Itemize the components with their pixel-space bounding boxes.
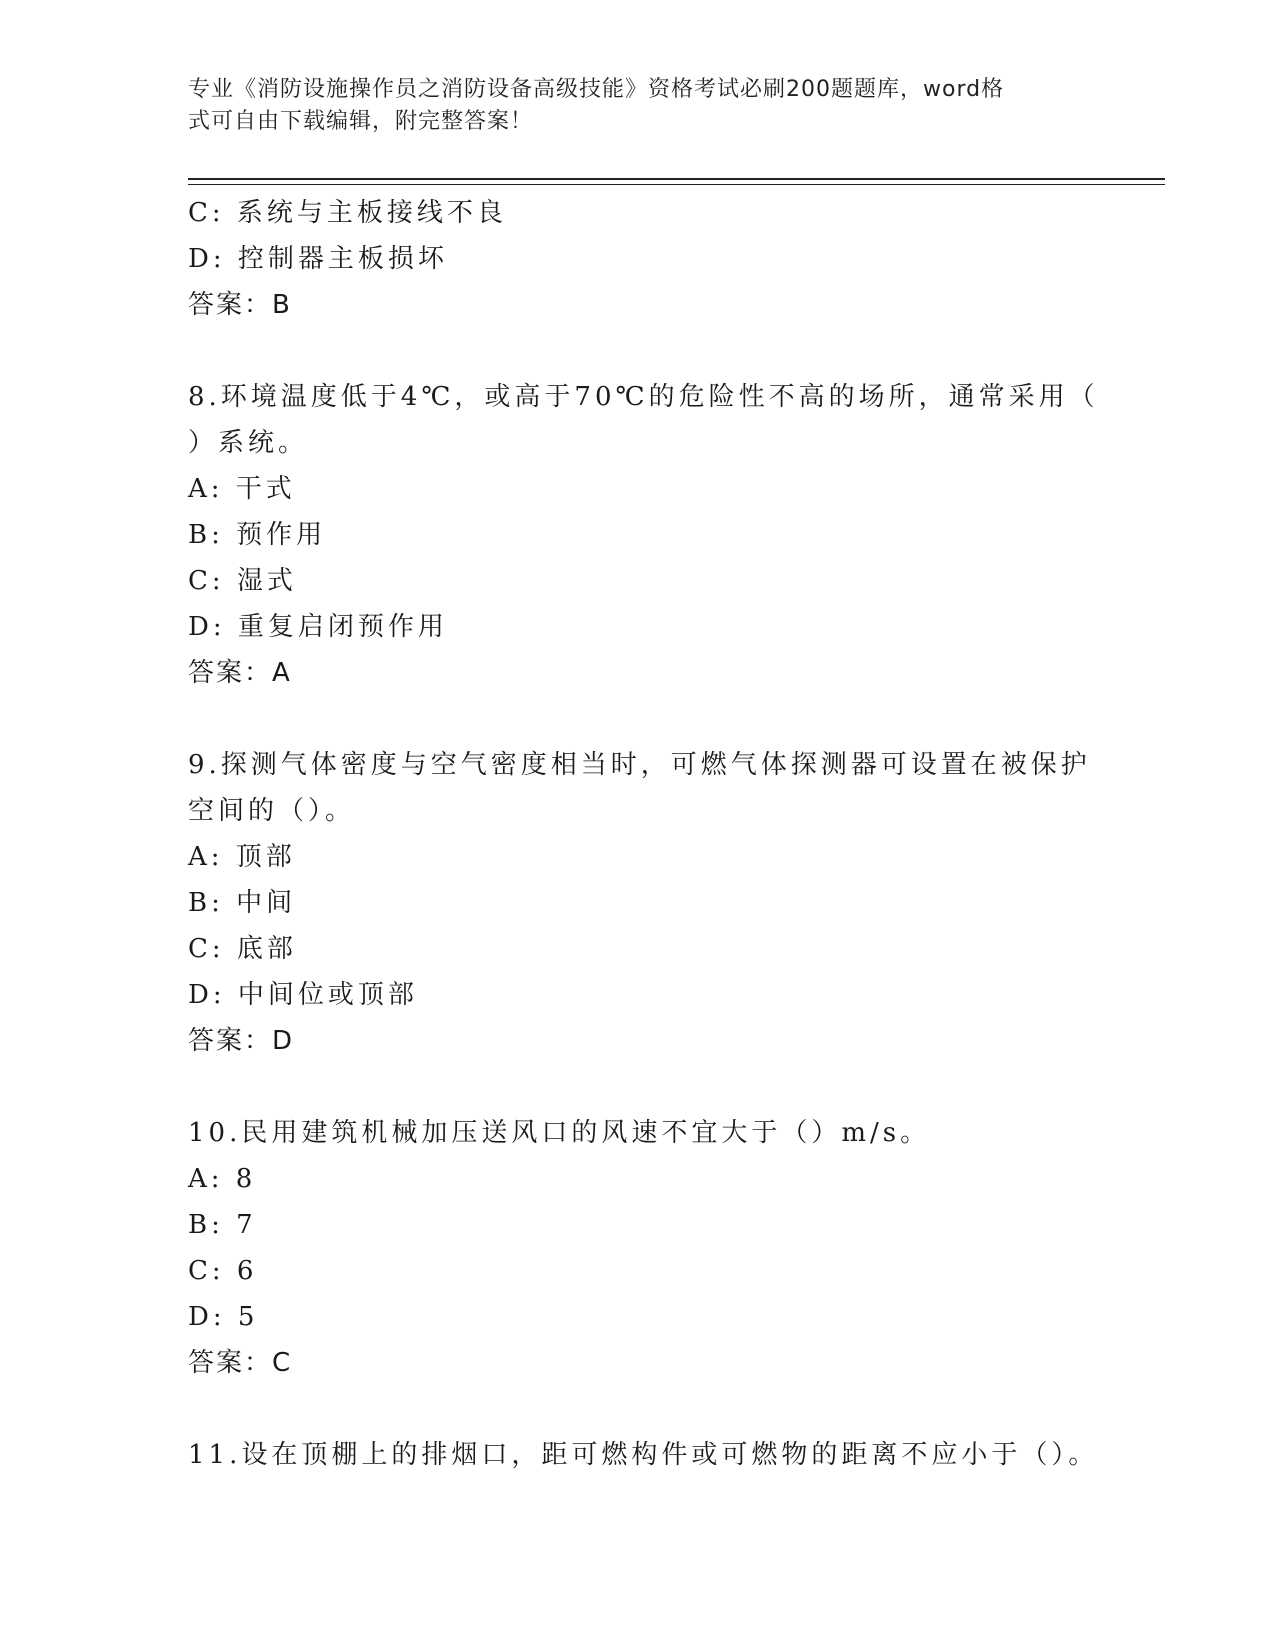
question-9 <box>188 742 1091 1064</box>
option-a: A: 干式 <box>188 474 296 504</box>
question-11 <box>188 1432 1099 1478</box>
option-c: C: 系统与主板接线不良 <box>188 198 507 228</box>
answer-line: 答案：C <box>188 1348 293 1378</box>
document-body <box>188 190 1099 1478</box>
option-b: B: 中间 <box>188 888 297 918</box>
option-c: C: 6 <box>188 1256 258 1286</box>
spacer <box>188 1386 1068 1432</box>
spacer <box>188 696 1068 742</box>
question-text: 10.民用建筑机械加压送风口的风速不宜大于（）m/s。 <box>188 1118 931 1148</box>
spacer <box>188 1064 1068 1110</box>
question-text: 11.设在顶棚上的排烟口，距可燃构件或可燃物的距离不应小于（）。 <box>188 1440 1099 1470</box>
option-b: B: 7 <box>188 1210 257 1240</box>
question-text-cont: 空间的（）。 <box>188 796 356 826</box>
header-line-1: 专业《消防设施操作员之消防设备高级技能》资格考试必刷200题题库，word格 <box>188 77 1005 102</box>
question-10 <box>188 1110 1068 1386</box>
option-d: D: 5 <box>188 1302 259 1332</box>
option-a: A: 8 <box>188 1164 257 1194</box>
question-7-tail <box>188 190 1068 328</box>
question-text: 9.探测气体密度与空气密度相当时，可燃气体探测器可设置在被保护 <box>188 750 1091 780</box>
header-rule-thin <box>188 184 1165 185</box>
option-b: B: 预作用 <box>188 520 327 550</box>
question-8 <box>188 374 1099 696</box>
header-line-2: 式可自由下载编辑，附完整答案！ <box>188 109 534 134</box>
document-header <box>188 74 1068 138</box>
question-text-cont: ）系统。 <box>188 428 309 458</box>
answer-line: 答案：B <box>188 290 292 320</box>
option-d: D: 控制器主板损坏 <box>188 244 448 274</box>
option-c: C: 底部 <box>188 934 297 964</box>
option-d: D: 中间位或顶部 <box>188 980 418 1010</box>
header-rule-thick <box>188 178 1165 180</box>
option-c: C: 湿式 <box>188 566 297 596</box>
spacer <box>188 328 1068 374</box>
answer-line: 答案：A <box>188 658 292 688</box>
question-text: 8.环境温度低于4℃，或高于70℃的危险性不高的场所，通常采用（ <box>188 382 1099 412</box>
answer-line: 答案：D <box>188 1026 295 1056</box>
option-a: A: 顶部 <box>188 842 296 872</box>
option-d: D: 重复启闭预作用 <box>188 612 448 642</box>
